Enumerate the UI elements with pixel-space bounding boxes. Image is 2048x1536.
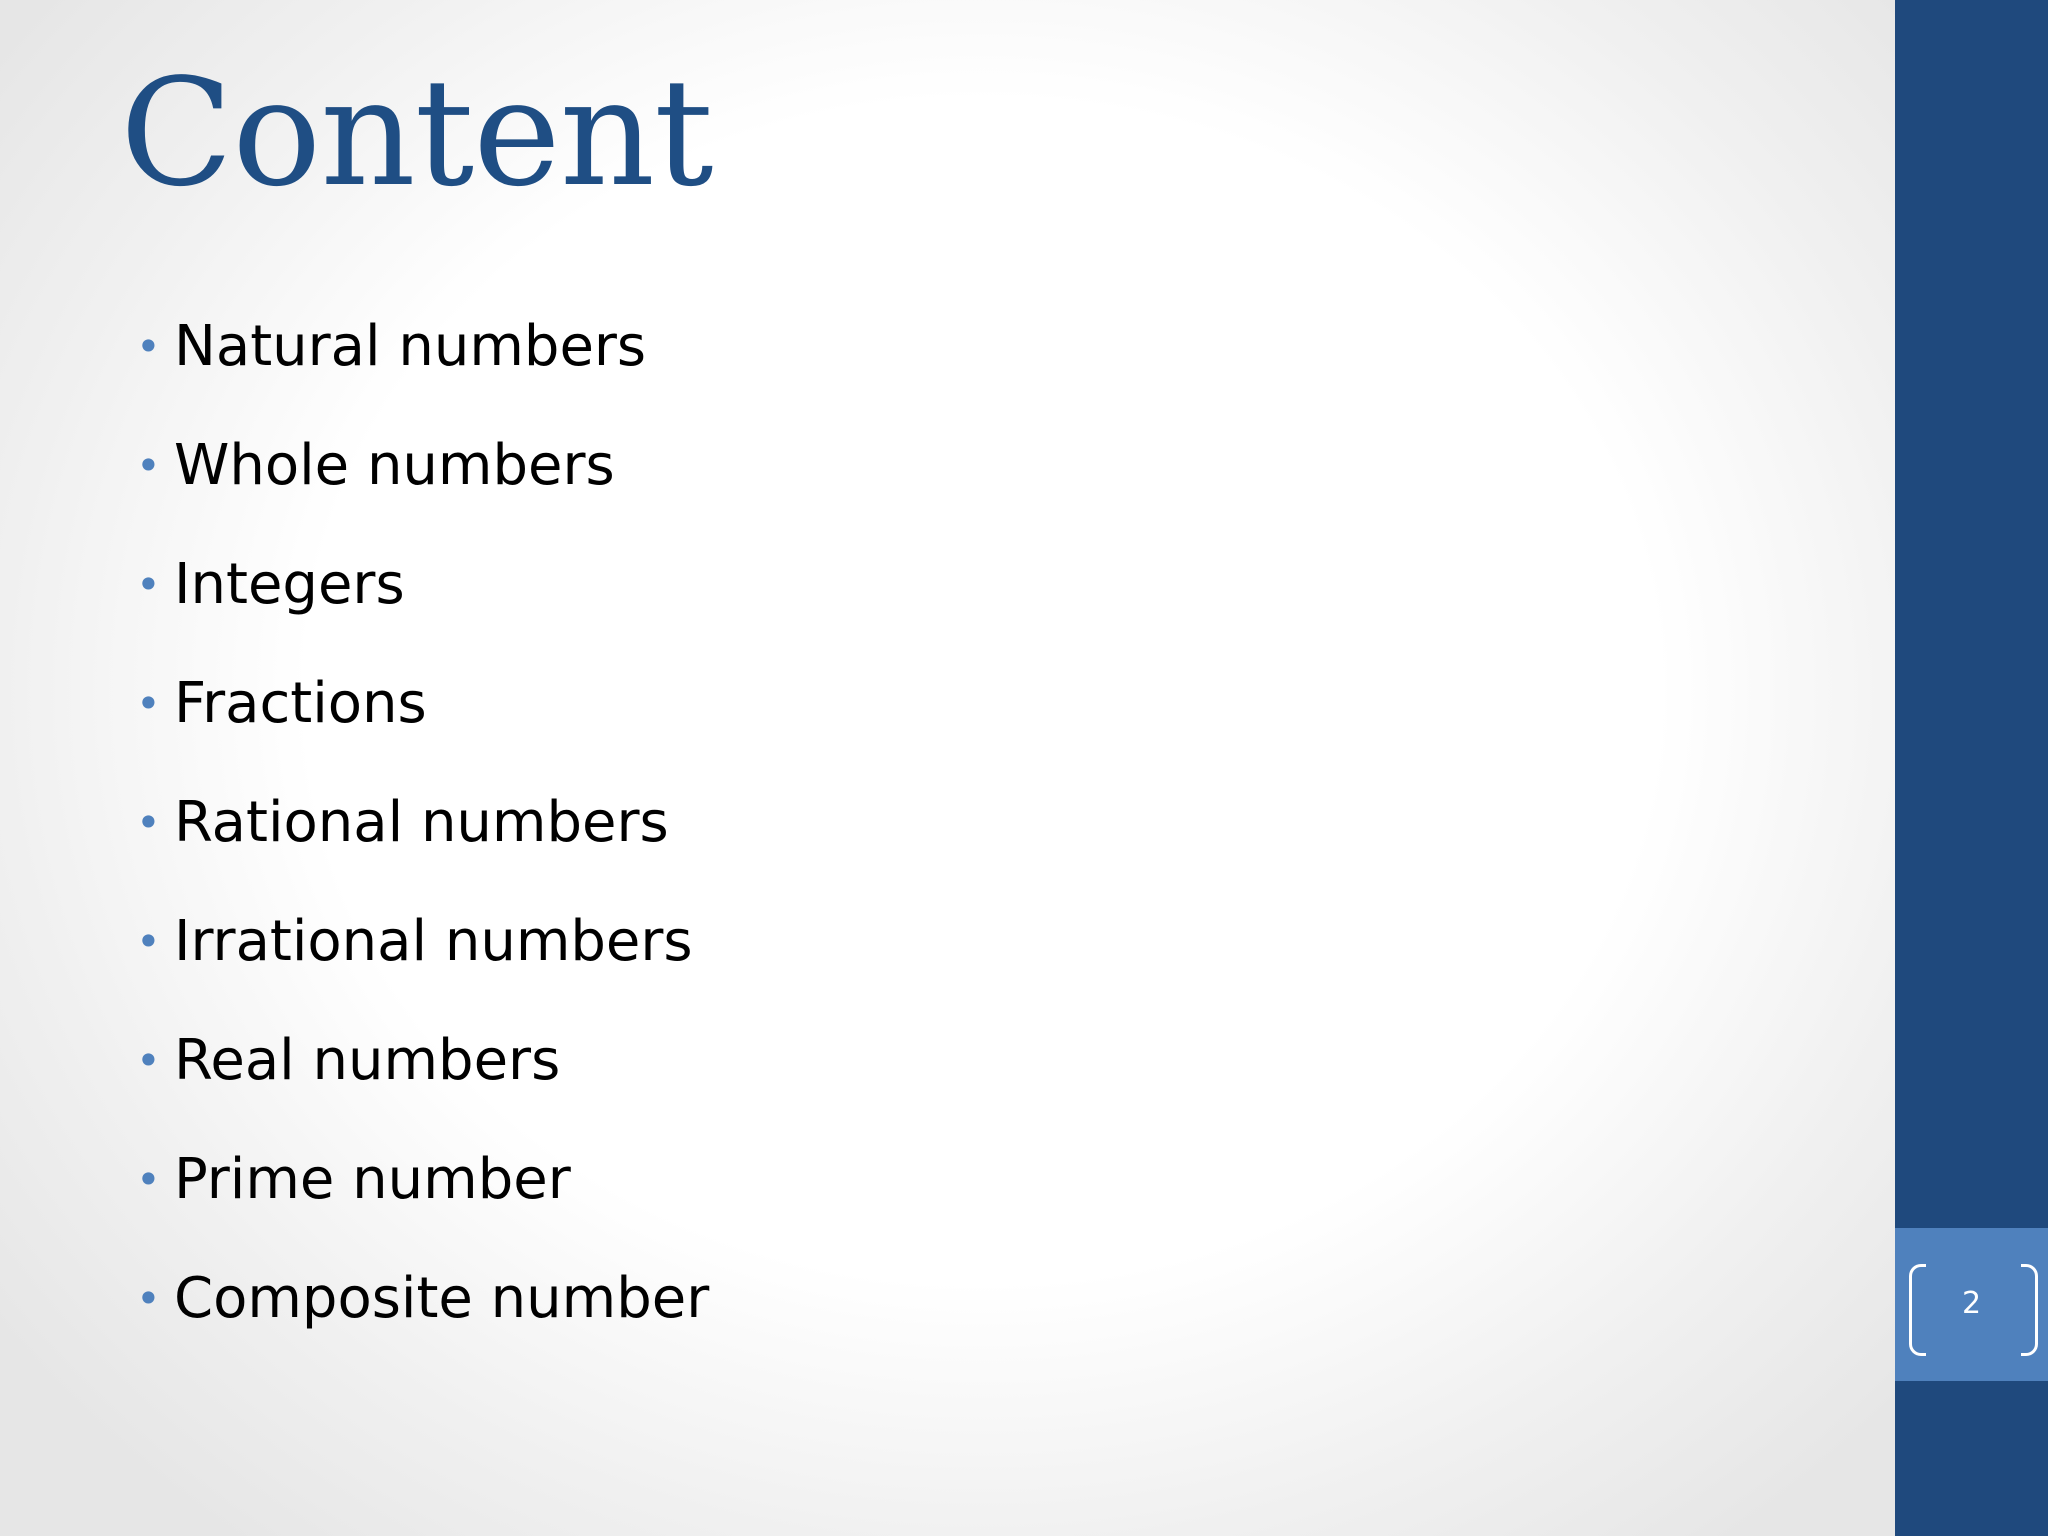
bullet-text: Fractions bbox=[174, 671, 427, 736]
bullet-icon: • bbox=[136, 798, 161, 847]
right-bracket-icon bbox=[2021, 1264, 2038, 1356]
page-number-box bbox=[1895, 1228, 2048, 1381]
list-item bbox=[136, 1141, 709, 1260]
bullet-icon: • bbox=[136, 917, 161, 966]
bullet-icon: • bbox=[136, 441, 161, 490]
bullet-text: Whole numbers bbox=[174, 433, 615, 498]
bullet-text: Irrational numbers bbox=[174, 909, 693, 974]
list-item bbox=[136, 546, 709, 665]
bullet-icon: • bbox=[136, 1036, 161, 1085]
list-item bbox=[136, 1260, 709, 1379]
list-item bbox=[136, 784, 709, 903]
bullet-icon: • bbox=[136, 679, 161, 728]
bullet-text: Integers bbox=[174, 552, 405, 617]
bullet-text: Composite number bbox=[174, 1266, 710, 1331]
bullet-text: Prime number bbox=[174, 1147, 571, 1212]
list-item bbox=[136, 903, 709, 1022]
bullet-text: Real numbers bbox=[174, 1028, 561, 1093]
list-item bbox=[136, 1022, 709, 1141]
list-item bbox=[136, 665, 709, 784]
bullet-text: Natural numbers bbox=[174, 314, 647, 379]
bullet-text: Rational numbers bbox=[174, 790, 669, 855]
bullet-icon: • bbox=[136, 1155, 161, 1204]
slide-title: Content bbox=[120, 47, 713, 219]
list-item bbox=[136, 427, 709, 546]
bullet-icon: • bbox=[136, 322, 161, 371]
list-item bbox=[136, 308, 709, 427]
bullet-list bbox=[136, 308, 709, 1379]
bullet-icon: • bbox=[136, 560, 161, 609]
bullet-icon: • bbox=[136, 1274, 161, 1323]
page-number: 2 bbox=[1961, 1286, 1982, 1321]
